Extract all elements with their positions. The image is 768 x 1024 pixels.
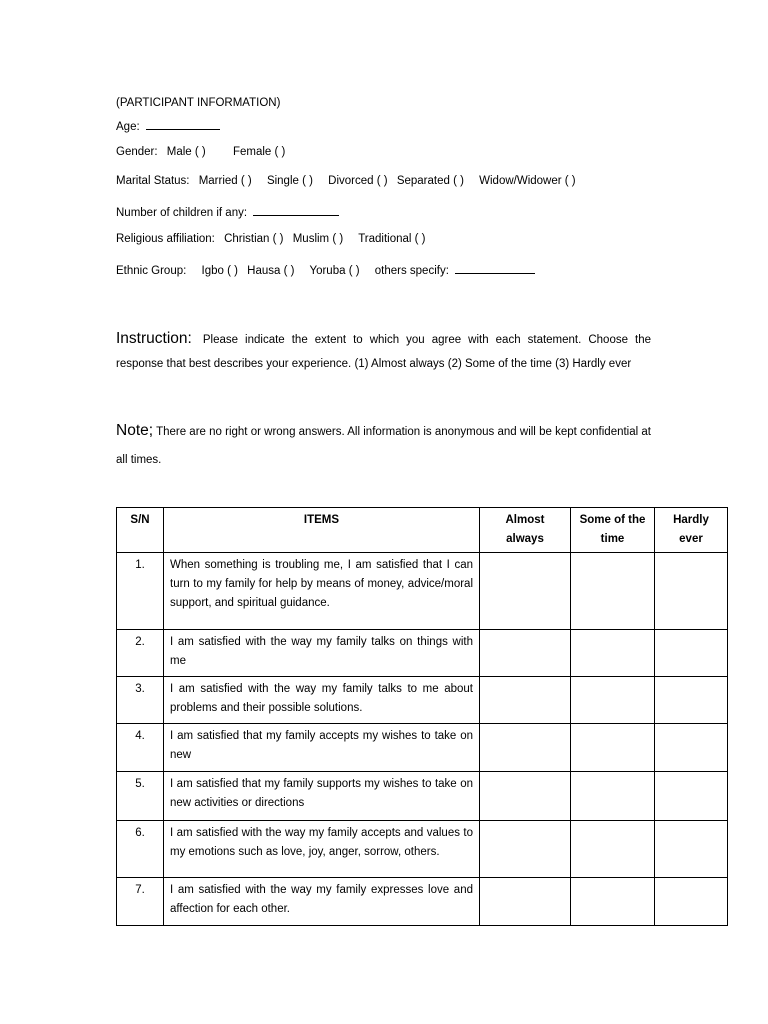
almost-always-cell[interactable] bbox=[480, 630, 571, 677]
marital-divorced-option[interactable]: Divorced ( ) bbox=[328, 175, 388, 187]
header-some-of-the-time: Some of the time bbox=[571, 508, 655, 553]
religion-traditional-option[interactable]: Traditional ( ) bbox=[358, 233, 426, 245]
hardly-ever-cell[interactable] bbox=[655, 553, 728, 630]
header-items: ITEMS bbox=[164, 508, 480, 553]
row-sn: 5. bbox=[117, 772, 164, 821]
hardly-ever-cell[interactable] bbox=[655, 878, 728, 926]
gender-male-option[interactable]: Male ( ) bbox=[166, 146, 206, 158]
table-row bbox=[117, 553, 728, 630]
hardly-ever-cell[interactable] bbox=[655, 821, 728, 878]
gender-label: Gender: bbox=[116, 146, 158, 158]
gender-female-option[interactable]: Female ( ) bbox=[232, 146, 286, 158]
religion-muslim-option[interactable]: Muslim ( ) bbox=[292, 233, 344, 245]
ethnic-others-field[interactable] bbox=[455, 262, 535, 274]
children-row bbox=[116, 204, 339, 219]
table-header-row bbox=[117, 508, 728, 553]
hardly-ever-cell[interactable] bbox=[655, 630, 728, 677]
marital-single-option[interactable]: Single ( ) bbox=[266, 175, 313, 187]
note-text: There are no right or wrong answers. All information is anonymous and will be kept confidential at all times. bbox=[116, 426, 651, 466]
note-paragraph bbox=[116, 417, 651, 474]
table-row bbox=[117, 772, 728, 821]
marital-separated-option[interactable]: Separated ( ) bbox=[396, 175, 464, 187]
instruction-paragraph bbox=[116, 327, 651, 376]
age-field[interactable] bbox=[146, 118, 220, 130]
religion-christian-option[interactable]: Christian ( ) bbox=[224, 233, 284, 245]
hardly-ever-cell[interactable] bbox=[655, 677, 728, 724]
row-sn: 2. bbox=[117, 630, 164, 677]
header-sn: S/N bbox=[117, 508, 164, 553]
almost-always-cell[interactable] bbox=[480, 553, 571, 630]
ethnic-row bbox=[116, 262, 535, 277]
table-row bbox=[117, 878, 728, 926]
almost-always-cell[interactable] bbox=[480, 724, 571, 772]
ethnic-others-label: others specify: bbox=[374, 265, 449, 277]
age-row bbox=[116, 118, 220, 133]
some-of-the-time-cell[interactable] bbox=[571, 772, 655, 821]
row-item-text: I am satisfied with the way my family talks on things with me bbox=[164, 630, 480, 677]
table-row bbox=[117, 630, 728, 677]
row-item-text: I am satisfied that my family supports my wishes to take on new activities or directions bbox=[164, 772, 480, 821]
marital-status-label: Marital Status: bbox=[116, 175, 190, 187]
children-field[interactable] bbox=[253, 204, 339, 216]
some-of-the-time-cell[interactable] bbox=[571, 724, 655, 772]
gender-row bbox=[116, 146, 285, 158]
table-row bbox=[117, 677, 728, 724]
header-almost-always: Almost always bbox=[480, 508, 571, 553]
ethnic-hausa-option[interactable]: Hausa ( ) bbox=[247, 265, 295, 277]
row-sn: 3. bbox=[117, 677, 164, 724]
table-row bbox=[117, 724, 728, 772]
row-sn: 7. bbox=[117, 878, 164, 926]
items-table bbox=[116, 507, 728, 926]
some-of-the-time-cell[interactable] bbox=[571, 878, 655, 926]
row-item-text: I am satisfied that my family accepts my wishes to take on new bbox=[164, 724, 480, 772]
religion-row bbox=[116, 233, 426, 245]
table-row bbox=[117, 821, 728, 878]
marital-married-option[interactable]: Married ( ) bbox=[198, 175, 252, 187]
some-of-the-time-cell[interactable] bbox=[571, 553, 655, 630]
instruction-text: Please indicate the extent to which you agree with each statement. Choose the response that best describes your experience. (1) Almost always (2) Some of the time (3) Hardly ever bbox=[116, 334, 652, 370]
row-sn: 1. bbox=[117, 553, 164, 630]
marital-status-row bbox=[116, 175, 576, 187]
ethnic-label: Ethnic Group: bbox=[116, 265, 187, 277]
marital-widow-option[interactable]: Widow/Widower ( ) bbox=[479, 175, 576, 187]
hardly-ever-cell[interactable] bbox=[655, 724, 728, 772]
row-item-text: I am satisfied with the way my family talks to me about problems and their possible solutions. bbox=[164, 677, 480, 724]
row-sn: 6. bbox=[117, 821, 164, 878]
note-label: Note; bbox=[116, 422, 154, 439]
almost-always-cell[interactable] bbox=[480, 677, 571, 724]
instruction-label: Instruction: bbox=[116, 330, 192, 347]
age-label: Age: bbox=[116, 121, 140, 133]
row-sn: 4. bbox=[117, 724, 164, 772]
ethnic-igbo-option[interactable]: Igbo ( ) bbox=[201, 265, 238, 277]
some-of-the-time-cell[interactable] bbox=[571, 630, 655, 677]
some-of-the-time-cell[interactable] bbox=[571, 677, 655, 724]
row-item-text: I am satisfied with the way my family expresses love and affection for each other. bbox=[164, 878, 480, 926]
header-hardly-ever: Hardly ever bbox=[655, 508, 728, 553]
row-item-text: When something is troubling me, I am satisfied that I can turn to my family for help by means of money, advice/moral support, and spiritual guidance. bbox=[164, 553, 480, 630]
hardly-ever-cell[interactable] bbox=[655, 772, 728, 821]
some-of-the-time-cell[interactable] bbox=[571, 821, 655, 878]
almost-always-cell[interactable] bbox=[480, 821, 571, 878]
participant-info-heading: (PARTICIPANT INFORMATION) bbox=[116, 97, 281, 109]
religion-label: Religious affiliation: bbox=[116, 233, 215, 245]
almost-always-cell[interactable] bbox=[480, 878, 571, 926]
almost-always-cell[interactable] bbox=[480, 772, 571, 821]
ethnic-yoruba-option[interactable]: Yoruba ( ) bbox=[309, 265, 360, 277]
row-item-text: I am satisfied with the way my family accepts and values to my emotions such as love, joy, anger, sorrow, others. bbox=[164, 821, 480, 878]
children-label: Number of children if any: bbox=[116, 207, 248, 219]
